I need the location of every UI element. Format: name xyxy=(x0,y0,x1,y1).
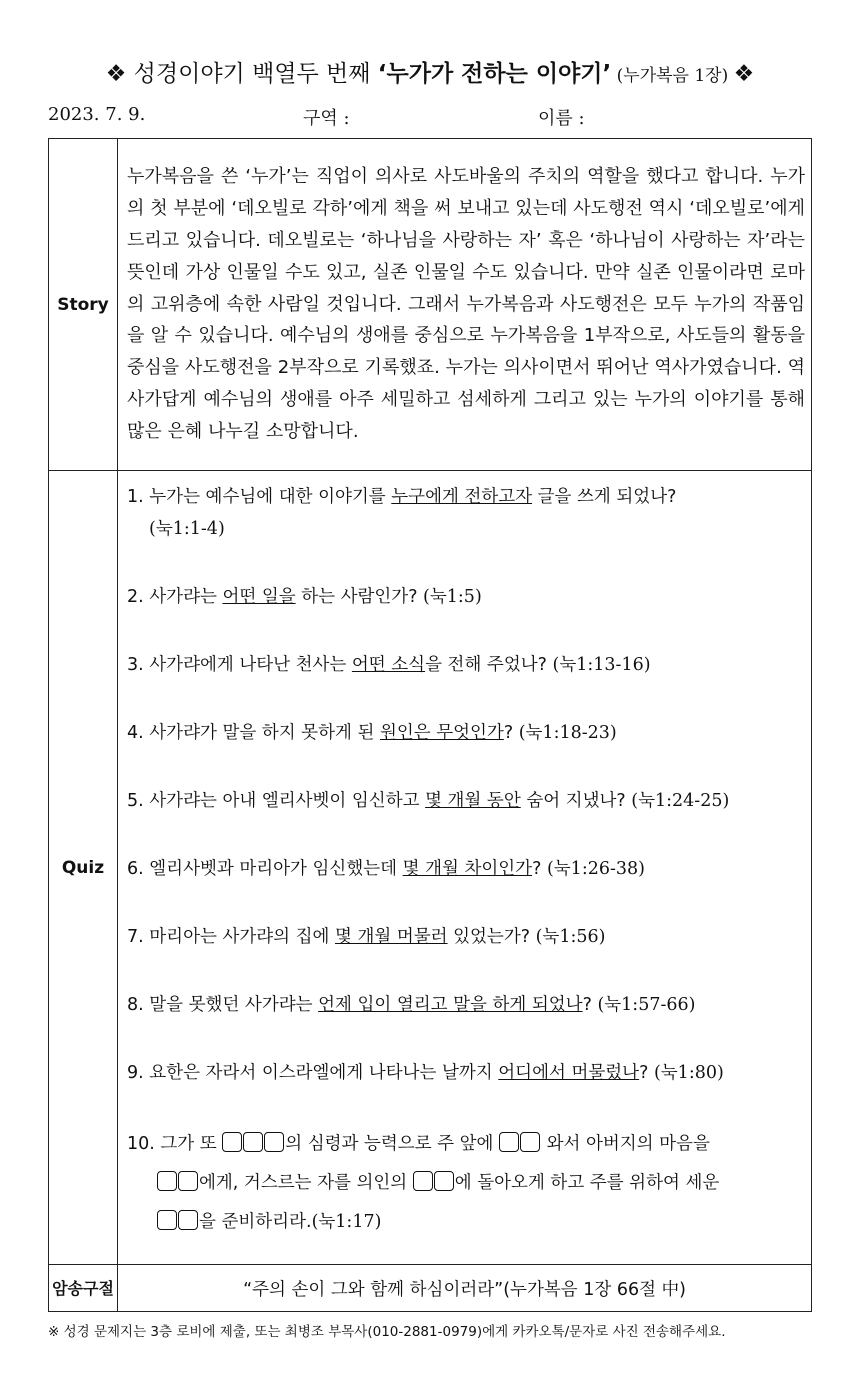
blank-box xyxy=(520,1132,540,1152)
quiz-question-5 xyxy=(127,785,805,817)
quiz-row xyxy=(49,471,812,1265)
blank-box xyxy=(243,1132,263,1152)
q8-underline: 언제 입이 열리고 말을 하게 되었나 xyxy=(318,995,583,1015)
quiz-question-6 xyxy=(127,853,805,885)
q1-ref: (눅1:1-4) xyxy=(149,519,225,539)
quiz-question-9 xyxy=(127,1057,805,1089)
q2-ref: (눅1:5) xyxy=(423,587,482,607)
q2-text: 2. 사가랴는 xyxy=(127,587,223,607)
q6-text-end: ? xyxy=(532,859,547,879)
memory-verse: “주의 손이 그와 함께 하심이러라”(누가복음 1장 66절 中) xyxy=(118,1265,812,1312)
blank-box xyxy=(178,1210,198,1230)
date: 2023. 7. 9. xyxy=(48,104,146,125)
memory-label: 암송구절 xyxy=(49,1265,118,1312)
q7-text: 7. 마리아는 사가랴의 집에 xyxy=(127,927,335,947)
title-prefix: ❖ 성경이야기 백열두 번째 xyxy=(105,61,378,87)
q5-underline: 몇 개월 동안 xyxy=(425,791,521,811)
name-label: 이름 : xyxy=(538,108,585,129)
q6-text: 6. 엘리사벳과 마리아가 임신했는데 xyxy=(127,859,403,879)
q4-text: 4. 사가랴가 말을 하지 못하게 된 xyxy=(127,723,380,743)
q9-text: 9. 요한은 자라서 이스라엘에게 나타나는 날까지 xyxy=(127,1063,499,1083)
q10-ref: (눅1:17) xyxy=(311,1212,382,1232)
q2-text-end: 하는 사람인가? xyxy=(295,587,424,607)
q9-text-end: ? xyxy=(639,1063,654,1083)
quiz-question-1 xyxy=(127,481,805,545)
q10-text-f: 을 준비하리라. xyxy=(199,1212,312,1232)
quiz-content xyxy=(118,471,812,1265)
q3-text-end: 을 전해 주었나? xyxy=(425,655,553,675)
q1-text: 1. 누가는 예수님에 대한 이야기를 xyxy=(127,487,392,507)
q7-underline: 몇 개월 머물러 xyxy=(335,927,448,947)
title-main: ‘누가가 전하는 이야기’ xyxy=(377,61,612,87)
page-title xyxy=(0,55,860,88)
quiz-question-7 xyxy=(127,921,805,953)
q5-text-end: 숨어 지냈나? xyxy=(520,791,632,811)
q7-text-end: 있었는가? xyxy=(447,927,536,947)
q3-text: 3. 사가랴에게 나타난 천사는 xyxy=(127,655,352,675)
q3-ref: (눅1:13-16) xyxy=(552,655,651,675)
q10-text-c: 와서 아버지의 마음을 xyxy=(541,1134,710,1154)
q4-text-end: ? xyxy=(503,723,519,743)
q5-text: 5. 사가랴는 아내 엘리사벳이 임신하고 xyxy=(127,791,426,811)
title-sub: (누가복음 1장) xyxy=(611,66,734,86)
q2-underline: 어떤 일을 xyxy=(222,587,296,607)
q5-ref: (눅1:24-25) xyxy=(631,791,730,811)
memory-row xyxy=(49,1265,812,1312)
q10-text-b: 의 심령과 능력으로 주 앞에 xyxy=(285,1134,500,1154)
blank-box xyxy=(413,1171,433,1191)
q8-ref: (눅1:57-66) xyxy=(597,995,696,1015)
district-label: 구역 : xyxy=(303,108,350,129)
quiz-label: Quiz xyxy=(49,471,118,1265)
blank-box xyxy=(264,1132,284,1152)
blank-box xyxy=(222,1132,242,1152)
blank-box xyxy=(157,1210,177,1230)
quiz-question-10 xyxy=(127,1125,805,1242)
q1-underline: 누구에게 전하고자 xyxy=(391,487,533,507)
q4-ref: (눅1:18-23) xyxy=(518,723,617,743)
q4-underline: 원인은 무엇인가 xyxy=(379,723,504,743)
quiz-question-3 xyxy=(127,649,805,681)
blank-box xyxy=(157,1171,177,1191)
blank-box xyxy=(178,1171,198,1191)
q10-text-e: 에 돌아오게 하고 주를 위하여 세운 xyxy=(454,1173,720,1193)
q10-text-d: 에게, 거스르는 자를 의인의 xyxy=(199,1173,413,1193)
q8-text: 8. 말을 못했던 사가랴는 xyxy=(127,995,319,1015)
q6-underline: 몇 개월 차이인가 xyxy=(402,859,533,879)
story-row xyxy=(49,139,812,471)
quiz-question-4 xyxy=(127,717,805,749)
quiz-question-8 xyxy=(127,989,805,1021)
q7-ref: (눅1:56) xyxy=(535,927,606,947)
q6-ref: (눅1:26-38) xyxy=(546,859,645,879)
title-suffix: ❖ xyxy=(733,61,755,87)
q3-underline: 어떤 소식 xyxy=(351,655,426,675)
blank-box xyxy=(499,1132,519,1152)
q9-underline: 어디에서 머물렀나 xyxy=(498,1063,640,1083)
quiz-question-2 xyxy=(127,581,805,613)
blank-box xyxy=(434,1171,454,1191)
footnote: ※ 성경 문제지는 3층 로비에 제출, 또는 최병조 부목사(010-2881-0979)에게 카카오톡/문자로 사진 전송해주세요. xyxy=(48,1324,726,1340)
story-label: Story xyxy=(49,139,118,471)
q9-ref: (눅1:80) xyxy=(653,1063,724,1083)
q8-text-end: ? xyxy=(582,995,598,1015)
story-text: 누가복음을 쓴 ‘누가’는 직업이 의사로 사도바울의 주치의 역할을 했다고 합니다. 누가의 첫 부분에 ‘데오빌로 각하’에게 책을 써 보내고 있는데 사도행전 역시 ‘데오빌로’에게 드리고 있습니다. 데오빌로는 ‘하나님을 사랑하는 자’ 혹은 ‘하나님이 사랑하는 자’라는 뜻인데 가상 인물일 수도 있고, 실존 인물일 수도 있습니다. 만약 실존 인물이라면 로마의 고위층에 속한 사람일 것입니다. 그래서 누가복음과 사도행전은 모두 누가의 작품임을 알 수 있습니다. 예수님의 생애를 중심으로 누가복음을 1부작으로, 사도들의 활동을 중심을 사도행전을 2부작으로 기록했죠. 누가는 의사이면서 뛰어난 역사가였습니다. 역사가답게 예수님의 생애를 아주 세밀하고 섬세하게 그리고 있는 누가의 이야기를 통해 많은 은혜 나누길 소망합니다. xyxy=(118,139,812,471)
worksheet-table xyxy=(48,138,812,1312)
q10-text-a: 10. 그가 또 xyxy=(127,1134,223,1154)
q1-text-end: 글을 쓰게 되었나? xyxy=(532,487,677,507)
